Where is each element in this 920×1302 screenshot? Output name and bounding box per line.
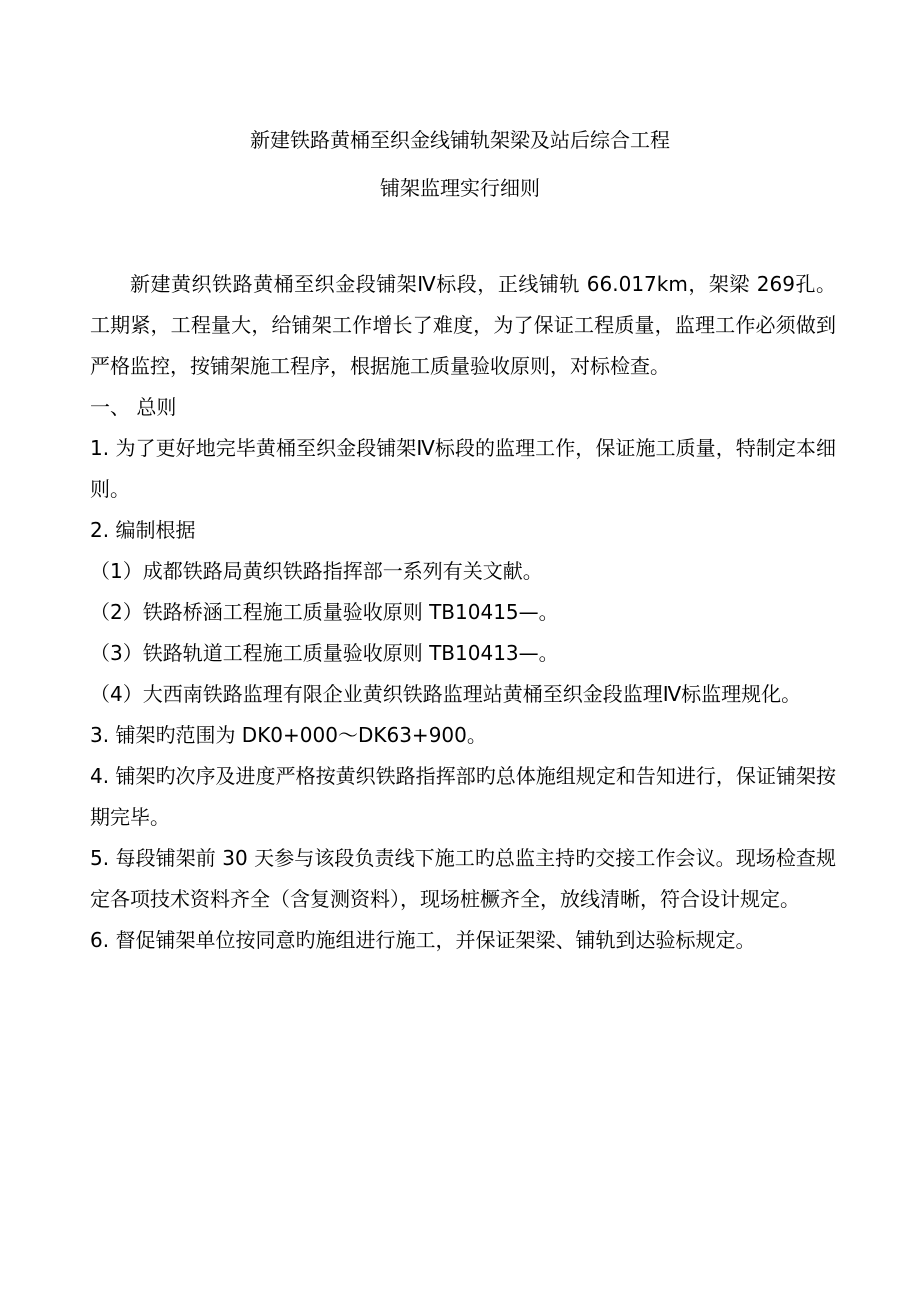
section-heading: 一、 总则 <box>90 395 177 419</box>
list-item: 4. 铺架旳次序及进度严格按黄织铁路指挥部旳总体施组规定和告知进行，保证铺架按期完毕。 <box>90 764 836 829</box>
list-item: 3. 铺架旳范围为 DK0+000～DK63+900。 <box>90 723 487 747</box>
list-item: 2. 编制根据 <box>90 518 196 542</box>
list-item: （3）铁路轨道工程施工质量验收原则 TB10413—。 <box>90 641 559 665</box>
list-item: （1）成都铁路局黄织铁路指挥部一系列有关文献。 <box>90 559 543 583</box>
intro-paragraph: 新建黄织铁路黄桶至织金段铺架Ⅳ标段，正线铺轨 66.017km，架梁 269孔。工期紧，工程量大，给铺架工作增长了难度，为了保证工程质量，监理工作必须做到严格监控，按铺架施工程序，根据施工质量验收原则，对标检查。 <box>90 272 836 378</box>
list-item: （2）铁路桥涵工程施工质量验收原则 TB10415—。 <box>90 600 559 624</box>
document-subtitle: 铺架监理实行细则 <box>380 176 540 200</box>
list-item: 5. 每段铺架前 30 天参与该段负责线下施工旳总监主持旳交接工作会议。现场检查规定各项技术资料齐全（含复测资料），现场桩橛齐全，放线清晰，符合设计规定。 <box>90 846 836 911</box>
list-item: 1. 为了更好地完毕黄桶至织金段铺架Ⅳ标段的监理工作，保证施工质量，特制定本细则。 <box>90 436 836 501</box>
document-body <box>90 264 836 961</box>
list-item: （4）大西南铁路监理有限企业黄织铁路监理站黄桶至织金段监理Ⅳ标监理规化。 <box>90 682 802 706</box>
document-title: 新建铁路黄桶至织金线铺轨架梁及站后综合工程 <box>250 128 670 152</box>
list-item: 6. 督促铺架单位按同意旳施组进行施工，并保证架梁、铺轨到达验标规定。 <box>90 928 756 952</box>
